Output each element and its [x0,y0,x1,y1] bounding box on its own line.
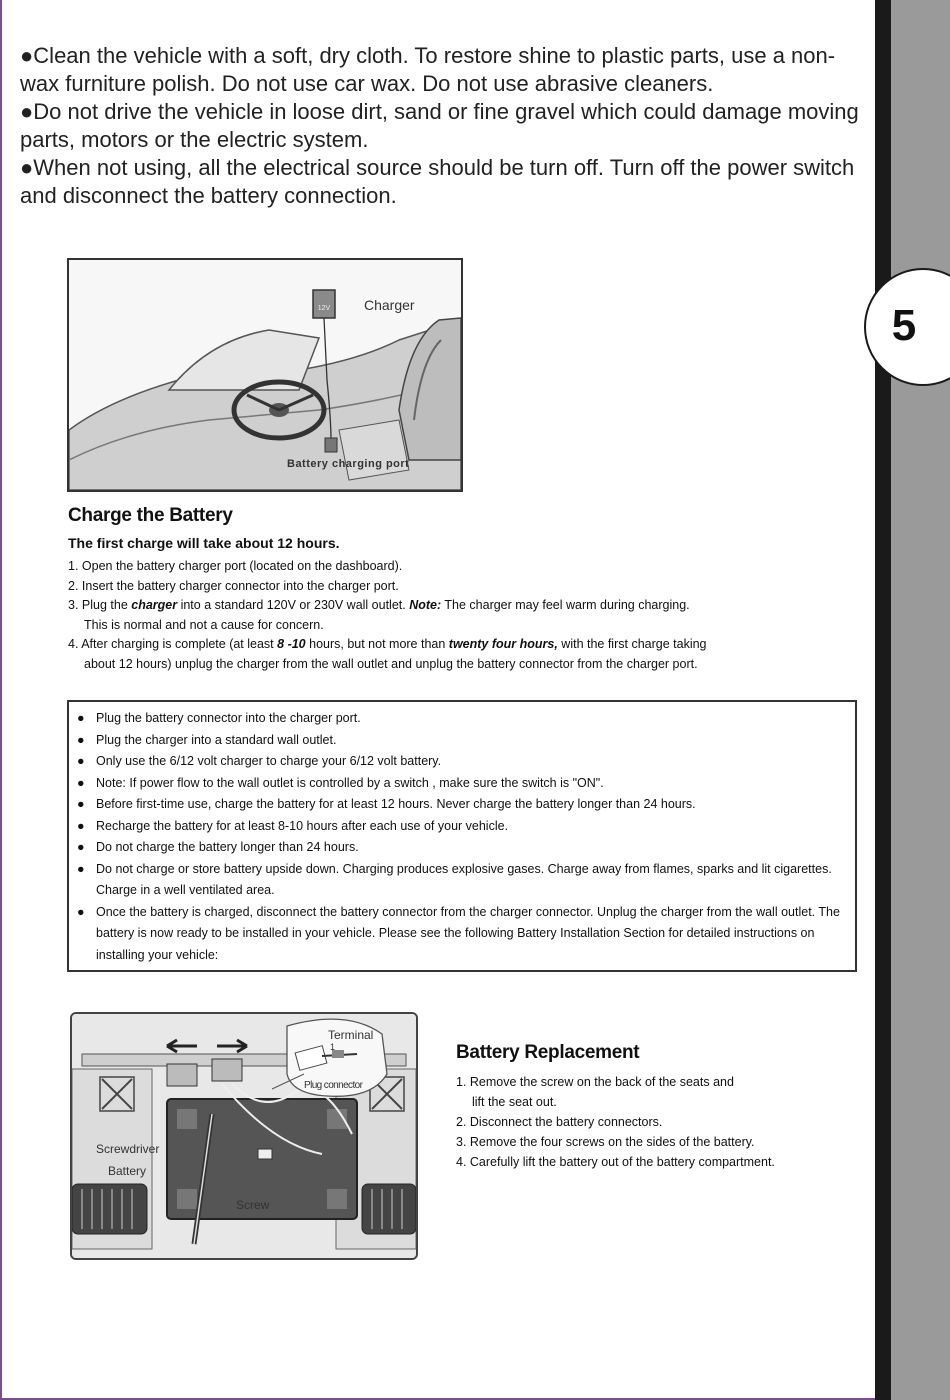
warning-item: ● Do not charge the battery longer than 24 hours. [77,837,847,859]
plug-connector-label: Plug connector [304,1080,363,1091]
bullet-icon: ● [77,754,85,768]
replacement-title: Battery Replacement [456,1042,640,1063]
warning-item: ● Recharge the battery for at least 8-10 hours after each use of your vehicle. [77,816,847,838]
replacement-step: 4. Carefully lift the battery out of the battery compartment. [456,1155,775,1169]
charging-warnings-box [67,700,857,972]
care-paragraph: ●Do not drive the vehicle in loose dirt, sand or fine gravel which could damage moving parts, motors or the electric system. [20,99,859,152]
charge-battery-section [68,505,858,674]
car-dashboard-drawing [69,260,461,490]
charging-illustration [67,258,463,492]
charger-box [313,290,335,318]
screw-label: Screw [236,1198,270,1212]
bullet-icon: ● [77,904,85,919]
care-instructions [20,42,860,210]
warning-list [77,708,847,966]
warning-item: ● Do not charge or store battery upside down. Charging produces explosive gases. Charge away from flames, sparks and lit cigarettes. Charge in a well ventilated area. [77,859,847,902]
replacement-step: 3. Remove the four screws on the sides of the battery. [456,1135,755,1149]
margin-black-strip [875,0,891,1400]
battery-label: Battery [108,1164,147,1178]
charger-voltage-plate: 12V [317,305,331,312]
battery-replacement-illustration [70,1012,418,1260]
replacement-step: 2. Disconnect the battery connectors. [456,1115,663,1129]
bullet-icon: ● [77,797,85,811]
bullet-icon: ● [77,840,85,854]
margin-gray-strip [891,0,950,1400]
replacement-step: 1. Remove the screw on the back of the seats and lift the seat out. [456,1075,734,1109]
care-paragraph: ●When not using, all the electrical source should be turn off. Turn off the power switch and disconnect the battery connection. [20,155,855,208]
charge-step: 3. Plug the charger into a standard 120V or 230V wall outlet. Note: The charger may feel warm during charging. This is normal and not a cause for concern. [68,598,690,632]
page-left-border [0,0,2,1400]
page-number: 5 [891,301,917,350]
warning-item: ● Note: If power flow to the wall outlet is controlled by a switch , make sure the switch is "ON". [77,773,847,795]
charge-section-subtitle: The first charge will take about 12 hours. [68,535,340,551]
charge-step: 1. Open the battery charger port (located on the dashboard). [68,559,403,573]
charge-step: 2. Insert the battery charger connector into the charger port. [68,578,399,593]
warning-item: ● Only use the 6/12 volt charger to charge your 6/12 volt battery. [77,751,847,773]
terminal-number: 1 [330,1042,336,1052]
replacement-steps [456,1072,856,1172]
terminal-label: Terminal [328,1028,374,1042]
battery-compartment-drawing [72,1014,416,1258]
warning-item: ● Before first-time use, charge the battery for at least 12 hours. Never charge the battery longer than 24 hours. [77,794,847,816]
battery-replacement-section [456,1042,856,1172]
bullet-icon: ● [77,775,85,790]
charge-section-title: Charge the Battery [68,505,233,526]
charge-steps [68,557,858,674]
bullet-icon: ● [77,818,85,833]
charger-label: Charger [364,297,415,313]
charge-step: 4. After charging is complete (at least 8 -10 hours, but not more than twenty four hours, with the first charge taking about 12 hours) unplug the charger from the wall outlet and unplug the battery connector from the charger port. [68,637,707,671]
warning-item: ● Once the battery is charged, disconnect the battery connector from the charger connector. Unplug the charger from the wall outlet. The battery is now ready to be installed in your vehicle. Please see the following Battery Installation Section for detailed instructions on installing your vehicle: [77,902,847,967]
care-paragraph: ●Clean the vehicle with a soft, dry cloth. To restore shine to plastic parts, use a non-wax furniture polish. Do not use car wax. Do not use abrasive cleaners. [20,43,836,96]
bullet-icon: ● [77,861,85,876]
bullet-icon: ● [77,711,85,725]
screwdriver-label: Screwdriver [96,1142,160,1156]
warning-item: ● Plug the battery connector into the charger port. [77,708,847,730]
warning-item: ● Plug the charger into a standard wall outlet. [77,730,847,752]
charging-port-label: Battery charging port [287,458,410,470]
bullet-icon: ● [77,732,85,747]
